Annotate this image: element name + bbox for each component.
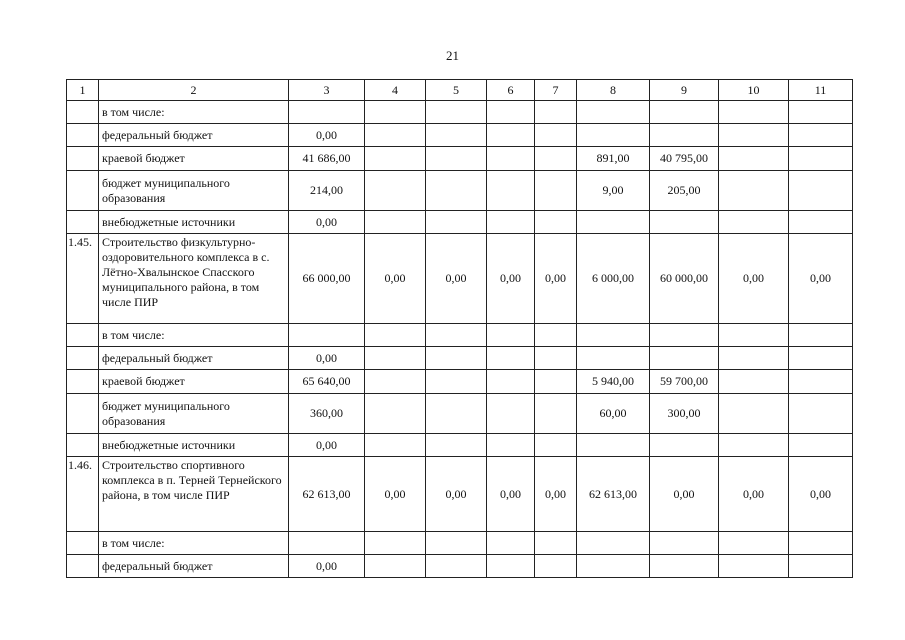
value-cell — [719, 124, 789, 147]
value-cell — [365, 147, 426, 171]
value-cell: 65 640,00 — [289, 370, 365, 394]
value-cell: 40 795,00 — [650, 147, 719, 171]
header-cell: 8 — [577, 80, 650, 101]
value-cell — [577, 101, 650, 124]
row-label-cell: внебюджетные источники — [99, 211, 289, 234]
table-row — [67, 457, 853, 532]
value-cell — [426, 434, 487, 457]
value-cell — [365, 101, 426, 124]
row-label-cell: Строительство физкультурно-оздоровительного комплекса в с. Лётно-Хвалынское Спасского муниципального района, в том числе ПИР — [99, 234, 289, 324]
value-cell — [426, 394, 487, 434]
row-label-cell: внебюджетные источники — [99, 434, 289, 457]
header-cell: 10 — [719, 80, 789, 101]
value-cell — [535, 171, 577, 211]
value-cell: 0,00 — [365, 457, 426, 532]
table-header-row — [67, 80, 853, 101]
table-body — [67, 80, 853, 578]
value-cell — [426, 555, 487, 578]
row-index-cell — [67, 147, 99, 171]
table-row — [67, 370, 853, 394]
value-cell — [789, 124, 853, 147]
value-cell — [719, 370, 789, 394]
row-label-cell: краевой бюджет — [99, 370, 289, 394]
value-cell — [487, 124, 535, 147]
row-label-cell: федеральный бюджет — [99, 347, 289, 370]
table-row — [67, 394, 853, 434]
value-cell — [789, 434, 853, 457]
table-row — [67, 434, 853, 457]
value-cell — [719, 434, 789, 457]
header-cell: 7 — [535, 80, 577, 101]
value-cell — [487, 434, 535, 457]
value-cell — [789, 147, 853, 171]
value-cell — [719, 555, 789, 578]
table-row — [67, 347, 853, 370]
value-cell — [289, 324, 365, 347]
value-cell — [577, 124, 650, 147]
page-number: 21 — [446, 48, 459, 63]
value-cell: 9,00 — [577, 171, 650, 211]
value-cell — [426, 370, 487, 394]
value-cell — [426, 171, 487, 211]
value-cell — [426, 211, 487, 234]
value-cell — [487, 147, 535, 171]
value-cell: 6 000,00 — [577, 234, 650, 324]
value-cell — [577, 555, 650, 578]
header-cell: 6 — [487, 80, 535, 101]
row-label-cell: Строительство спортивного комплекса в п. Терней Тернейского района, в том числе ПИР — [99, 457, 289, 532]
value-cell — [289, 101, 365, 124]
value-cell: 66 000,00 — [289, 234, 365, 324]
value-cell — [650, 532, 719, 555]
row-label-cell: в том числе: — [99, 324, 289, 347]
value-cell — [650, 101, 719, 124]
header-cell: 9 — [650, 80, 719, 101]
value-cell: 0,00 — [719, 234, 789, 324]
row-index-cell — [67, 171, 99, 211]
header-cell: 11 — [789, 80, 853, 101]
value-cell: 0,00 — [535, 234, 577, 324]
value-cell: 41 686,00 — [289, 147, 365, 171]
row-index-cell — [67, 124, 99, 147]
value-cell — [577, 211, 650, 234]
value-cell — [719, 394, 789, 434]
row-index-cell: 1.46. — [67, 457, 99, 532]
value-cell — [535, 394, 577, 434]
value-cell: 205,00 — [650, 171, 719, 211]
value-cell — [487, 101, 535, 124]
budget-table — [66, 79, 853, 578]
row-label-cell: федеральный бюджет — [99, 555, 289, 578]
value-cell — [650, 347, 719, 370]
value-cell: 0,00 — [289, 124, 365, 147]
value-cell — [365, 370, 426, 394]
value-cell — [535, 101, 577, 124]
value-cell — [487, 370, 535, 394]
value-cell: 0,00 — [426, 234, 487, 324]
value-cell — [365, 347, 426, 370]
value-cell: 0,00 — [426, 457, 487, 532]
value-cell — [426, 532, 487, 555]
row-label-cell: в том числе: — [99, 532, 289, 555]
row-index-cell — [67, 370, 99, 394]
header-cell: 2 — [99, 80, 289, 101]
value-cell — [487, 532, 535, 555]
value-cell: 0,00 — [719, 457, 789, 532]
value-cell: 0,00 — [487, 234, 535, 324]
value-cell: 300,00 — [650, 394, 719, 434]
value-cell: 0,00 — [289, 555, 365, 578]
value-cell: 0,00 — [289, 347, 365, 370]
value-cell — [650, 555, 719, 578]
value-cell — [719, 147, 789, 171]
value-cell — [365, 324, 426, 347]
value-cell — [535, 211, 577, 234]
value-cell: 0,00 — [789, 457, 853, 532]
value-cell — [487, 347, 535, 370]
value-cell — [789, 347, 853, 370]
table-row — [67, 101, 853, 124]
value-cell — [365, 555, 426, 578]
value-cell: 0,00 — [789, 234, 853, 324]
value-cell — [719, 211, 789, 234]
value-cell: 0,00 — [487, 457, 535, 532]
value-cell: 891,00 — [577, 147, 650, 171]
value-cell — [289, 532, 365, 555]
value-cell — [365, 124, 426, 147]
value-cell — [650, 434, 719, 457]
value-cell: 0,00 — [535, 457, 577, 532]
value-cell: 214,00 — [289, 171, 365, 211]
value-cell — [719, 532, 789, 555]
row-index-cell — [67, 347, 99, 370]
value-cell — [577, 324, 650, 347]
table-row — [67, 532, 853, 555]
value-cell — [535, 124, 577, 147]
row-label-cell: краевой бюджет — [99, 147, 289, 171]
value-cell — [426, 347, 487, 370]
value-cell — [535, 370, 577, 394]
value-cell: 0,00 — [289, 434, 365, 457]
value-cell — [650, 211, 719, 234]
value-cell: 5 940,00 — [577, 370, 650, 394]
table-row — [67, 171, 853, 211]
value-cell: 60,00 — [577, 394, 650, 434]
table-row — [67, 124, 853, 147]
value-cell — [365, 434, 426, 457]
value-cell: 60 000,00 — [650, 234, 719, 324]
row-index-cell — [67, 434, 99, 457]
value-cell — [365, 171, 426, 211]
value-cell — [577, 532, 650, 555]
row-index-cell — [67, 211, 99, 234]
value-cell — [789, 394, 853, 434]
value-cell — [789, 211, 853, 234]
value-cell: 0,00 — [365, 234, 426, 324]
value-cell — [487, 171, 535, 211]
value-cell: 360,00 — [289, 394, 365, 434]
row-label-cell: в том числе: — [99, 101, 289, 124]
value-cell — [789, 370, 853, 394]
value-cell — [426, 324, 487, 347]
value-cell — [719, 347, 789, 370]
header-cell: 5 — [426, 80, 487, 101]
table-row — [67, 324, 853, 347]
table-row — [67, 147, 853, 171]
value-cell — [789, 532, 853, 555]
row-label-cell: бюджет муниципального образования — [99, 171, 289, 211]
value-cell: 62 613,00 — [577, 457, 650, 532]
value-cell: 59 700,00 — [650, 370, 719, 394]
row-index-cell — [67, 324, 99, 347]
value-cell: 0,00 — [650, 457, 719, 532]
value-cell — [487, 324, 535, 347]
table-row — [67, 234, 853, 324]
value-cell — [487, 394, 535, 434]
row-label-cell: федеральный бюджет — [99, 124, 289, 147]
value-cell — [719, 324, 789, 347]
table-row — [67, 555, 853, 578]
row-index-cell: 1.45. — [67, 234, 99, 324]
header-cell: 4 — [365, 80, 426, 101]
value-cell — [487, 555, 535, 578]
table-row — [67, 211, 853, 234]
value-cell — [365, 394, 426, 434]
row-index-cell — [67, 555, 99, 578]
value-cell — [535, 147, 577, 171]
value-cell — [426, 124, 487, 147]
row-label-cell: бюджет муниципального образования — [99, 394, 289, 434]
value-cell — [535, 434, 577, 457]
value-cell — [650, 324, 719, 347]
row-index-cell — [67, 532, 99, 555]
value-cell — [789, 101, 853, 124]
value-cell — [535, 555, 577, 578]
value-cell — [426, 147, 487, 171]
value-cell: 62 613,00 — [289, 457, 365, 532]
header-cell: 1 — [67, 80, 99, 101]
value-cell — [577, 347, 650, 370]
value-cell — [487, 211, 535, 234]
value-cell — [650, 124, 719, 147]
value-cell — [789, 324, 853, 347]
value-cell — [789, 171, 853, 211]
header-cell: 3 — [289, 80, 365, 101]
value-cell — [789, 555, 853, 578]
value-cell — [535, 324, 577, 347]
value-cell — [719, 101, 789, 124]
value-cell — [426, 101, 487, 124]
value-cell — [719, 171, 789, 211]
value-cell — [577, 434, 650, 457]
row-index-cell — [67, 101, 99, 124]
value-cell — [365, 211, 426, 234]
value-cell — [535, 347, 577, 370]
row-index-cell — [67, 394, 99, 434]
value-cell — [365, 532, 426, 555]
value-cell: 0,00 — [289, 211, 365, 234]
value-cell — [535, 532, 577, 555]
